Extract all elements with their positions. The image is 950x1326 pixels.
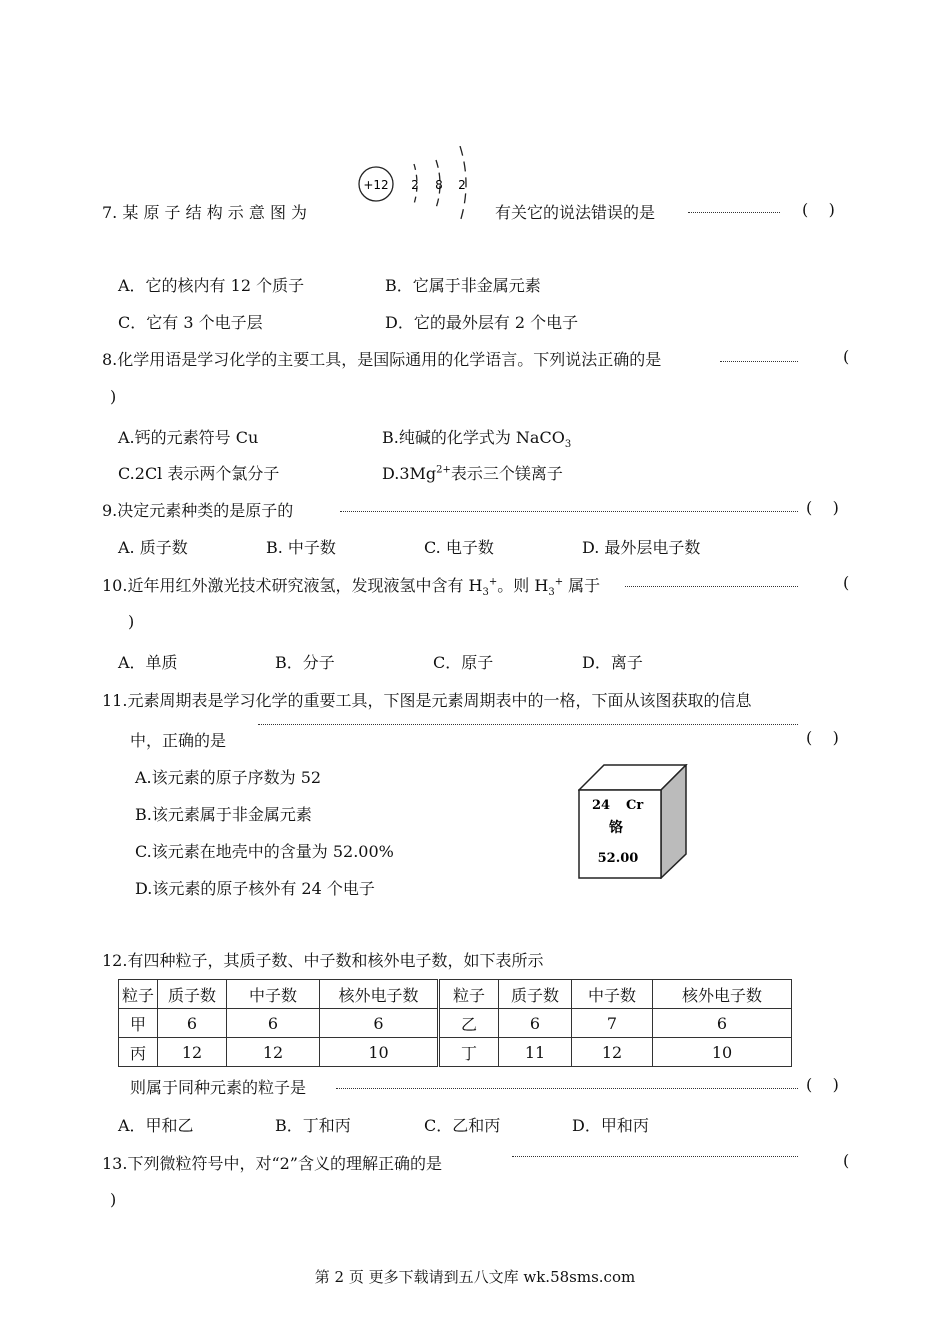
q9-text: 9.决定元素种类的是原子的 <box>102 501 294 520</box>
table-cell: 丙 <box>119 1038 158 1067</box>
q12-text: 12.有四种粒子，其质子数、中子数和核外电子数，如下表所示 <box>102 951 544 970</box>
answer-line <box>625 586 798 587</box>
element-symbol: Cr <box>626 798 644 813</box>
q7-option-d: D．它的最外层有 2 个电子 <box>385 313 579 332</box>
table-cell: 11 <box>499 1038 572 1067</box>
table-cell: 6 <box>320 1009 439 1038</box>
atom-structure-diagram <box>356 146 486 224</box>
q11-text-line2: 中，正确的是 <box>130 731 227 750</box>
q9-option-d: D. 最外层电子数 <box>582 538 701 557</box>
atomic-number: 24 <box>592 798 611 813</box>
answer-paren-open: ( <box>843 1151 850 1170</box>
answer-paren-close: ) <box>110 1190 117 1209</box>
nucleus-label: +12 <box>363 178 389 192</box>
table-cell: 7 <box>572 1009 653 1038</box>
table-cell: 12 <box>227 1038 320 1067</box>
answer-line <box>720 361 798 362</box>
q7-option-a: A．它的核内有 12 个质子 <box>118 276 305 295</box>
answer-line <box>258 724 798 725</box>
q12-option-d: D．甲和丙 <box>572 1116 649 1135</box>
header-cell: 质子数 <box>158 980 227 1009</box>
q13-text: 13.下列微粒符号中，对“2”含义的理解正确的是 <box>102 1154 442 1173</box>
header-cell: 中子数 <box>227 980 320 1009</box>
header-cell: 质子数 <box>499 980 572 1009</box>
q7-prefix: 7. 某 原 子 结 构 示 意 图 为 <box>102 203 308 222</box>
table-row <box>119 1009 792 1038</box>
shell-count-3: 2 <box>458 178 466 192</box>
q7-option-b: B．它属于非金属元素 <box>385 276 541 295</box>
q11-text-line1: 11.元素周期表是学习化学的重要工具，下图是元素周期表中的一格，下面从该图获取的信息 <box>102 691 752 710</box>
answer-paren: ( ) <box>806 728 839 747</box>
q12-option-a: A．甲和乙 <box>118 1116 194 1135</box>
answer-paren-close: ) <box>110 387 117 406</box>
answer-paren: ( ) <box>806 498 839 517</box>
header-cell: 中子数 <box>572 980 653 1009</box>
answer-paren-open: ( <box>843 573 850 592</box>
q12-option-b: B．丁和丙 <box>275 1116 351 1135</box>
q10-option-d: D．离子 <box>582 653 643 672</box>
q10-option-c: C．原子 <box>433 653 494 672</box>
header-cell: 粒子 <box>439 980 499 1009</box>
answer-line <box>336 1088 798 1089</box>
table-cell: 12 <box>158 1038 227 1067</box>
q12-option-c: C．乙和丙 <box>424 1116 501 1135</box>
answer-line <box>340 511 798 512</box>
q9-option-c: C. 电子数 <box>424 538 494 557</box>
q11-option-d: D.该元素的原子核外有 24 个电子 <box>135 879 375 898</box>
answer-paren-open: ( <box>843 347 850 366</box>
header-cell: 粒子 <box>119 980 158 1009</box>
shell-count-2: 8 <box>435 178 443 192</box>
table-cell: 丁 <box>439 1038 499 1067</box>
atomic-mass: 52.00 <box>597 851 639 866</box>
table-cell: 6 <box>227 1009 320 1038</box>
header-cell: 核外电子数 <box>653 980 792 1009</box>
q11-option-b: B.该元素属于非金属元素 <box>135 805 312 824</box>
q7-suffix: 有关它的说法错误的是 <box>495 203 656 222</box>
q8-text: 8.化学用语是学习化学的主要工具，是国际通用的化学语言。下列说法正确的是 <box>102 350 662 369</box>
q10-text: 10.近年用红外激光技术研究液氢，发现液氢中含有 $H_3^+$。则 $H_3^+$ 属于 <box>102 576 601 599</box>
answer-line <box>512 1156 798 1157</box>
q7-option-c: C．它有 3 个电子层 <box>118 313 263 332</box>
table-cell: 10 <box>320 1038 439 1067</box>
answer-paren: ( ) <box>802 200 835 219</box>
answer-paren: ( ) <box>806 1075 839 1094</box>
q8-option-d: $D.3Mg^{2+}$表示三个镁离子 <box>382 464 563 483</box>
shell-count-1: 2 <box>411 178 419 192</box>
table-cell: 6 <box>158 1009 227 1038</box>
table-row <box>119 1038 792 1067</box>
answer-paren-close: ) <box>128 612 135 631</box>
q10-option-b: B．分子 <box>275 653 335 672</box>
table-cell: 10 <box>653 1038 792 1067</box>
q9-option-b: B. 中子数 <box>266 538 336 557</box>
particle-table <box>118 979 792 1067</box>
table-cell: 6 <box>653 1009 792 1038</box>
periodic-table-cell <box>578 764 688 879</box>
q8-option-c: C.2Cl 表示两个氯分子 <box>118 464 280 483</box>
answer-line <box>688 212 780 213</box>
q9-option-a: A. 质子数 <box>118 538 188 557</box>
page-footer: 第 2 页 更多下载请到五八文库 wk.58sms.com <box>314 1268 636 1286</box>
q10-option-a: A．单质 <box>118 653 178 672</box>
q11-option-a: A.该元素的原子序数为 52 <box>135 768 322 787</box>
header-cell: 核外电子数 <box>320 980 439 1009</box>
table-header-row <box>119 980 792 1009</box>
element-name: 铬 <box>609 820 623 836</box>
table-cell: 6 <box>499 1009 572 1038</box>
q11-option-c: C.该元素在地壳中的含量为 52.00% <box>135 842 394 861</box>
table-cell: 12 <box>572 1038 653 1067</box>
table-cell: 甲 <box>119 1009 158 1038</box>
q8-option-b: B.纯碱的化学式为 NaCO$_3$ <box>382 428 572 451</box>
q12-question: 则属于同种元素的粒子是 <box>130 1078 307 1097</box>
table-cell: 乙 <box>439 1009 499 1038</box>
q8-option-a: A.钙的元素符号 Cu <box>118 428 259 447</box>
